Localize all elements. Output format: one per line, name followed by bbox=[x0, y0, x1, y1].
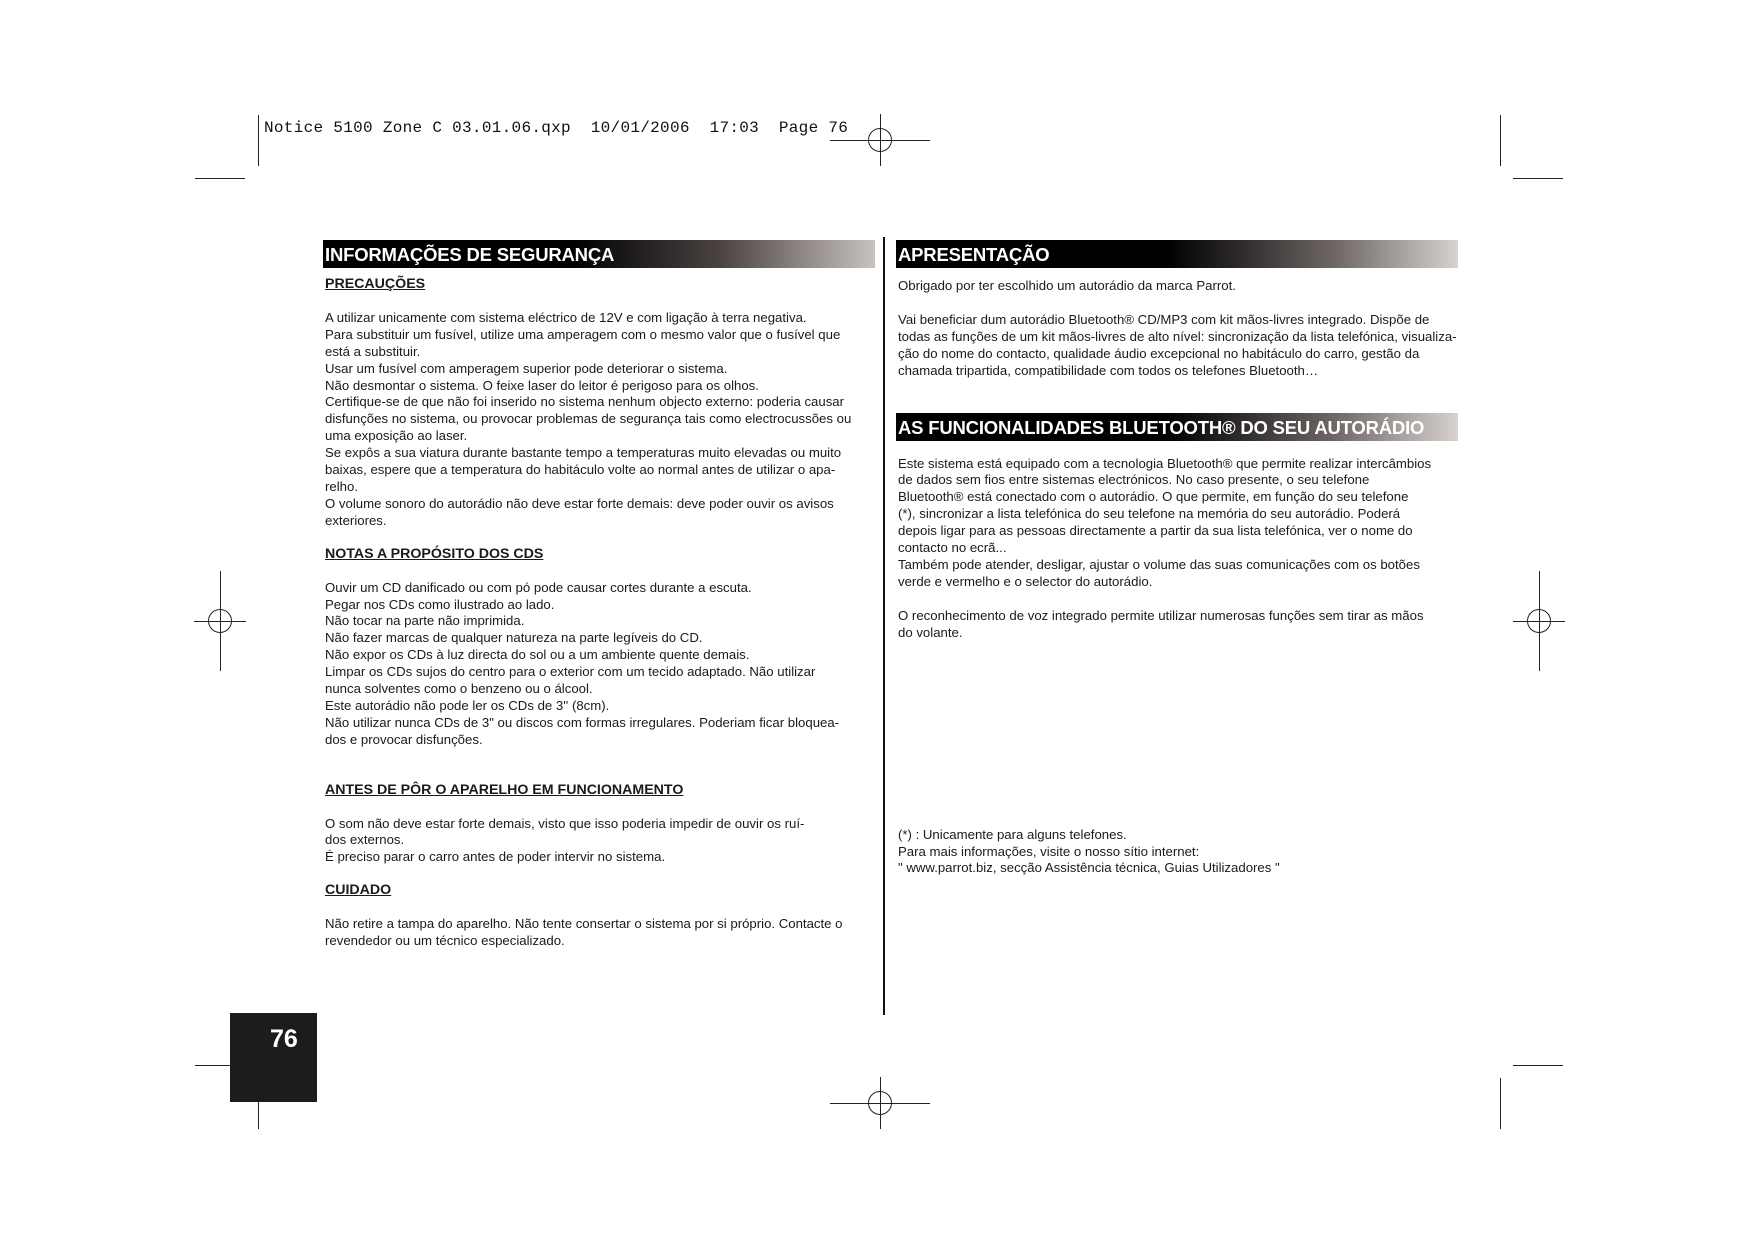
text-line: O volume sonoro do autorádio não deve estar forte demais: deve poder ouvir os avisos bbox=[325, 495, 834, 511]
section-title-apresentacao: APRESENTAÇÃO bbox=[896, 240, 1458, 268]
text-line: ção do nome do contacto, qualidade áudio excepcional no habitáculo do carro, gestão da bbox=[898, 345, 1420, 361]
text-line: nunca solventes como o benzeno ou o álcool. bbox=[325, 681, 593, 697]
antes-text bbox=[325, 816, 875, 867]
section-title-funcionalidades: AS FUNCIONALIDADES BLUETOOTH® DO SEU AUTORÁDIO bbox=[896, 413, 1458, 441]
text-line: Pegar nos CDs como ilustrado ao lado. bbox=[325, 596, 555, 612]
footnote-line: Para mais informações, visite o nosso sítio internet: bbox=[898, 843, 1200, 859]
heading-notas-cds: NOTAS A PROPÓSITO DOS CDS bbox=[325, 545, 544, 562]
heading-precaucoes: PRECAUÇÕES bbox=[325, 276, 426, 292]
text-line: Não desmontar o sistema. O feixe laser do leitor é perigoso para os olhos. bbox=[325, 377, 759, 393]
voice-recognition-text bbox=[898, 608, 1458, 642]
text-line: exteriores. bbox=[325, 512, 387, 528]
text-line: A utilizar unicamente com sistema eléctrico de 12V e com ligação à terra negativa. bbox=[325, 309, 807, 325]
section-title-seguranca: INFORMAÇÕES DE SEGURANÇA bbox=[323, 240, 875, 268]
text-line: Também pode atender, desligar, ajustar o volume das suas comunicações com os botões bbox=[898, 556, 1420, 572]
text-line: do volante. bbox=[898, 624, 963, 640]
page-number-box bbox=[230, 1013, 317, 1102]
text-line: O som não deve estar forte demais, visto que isso poderia impedir de ouvir os ruí- bbox=[325, 815, 805, 831]
cuidado-text bbox=[325, 916, 875, 950]
crop-mark bbox=[1513, 1065, 1563, 1066]
text-line: chamada tripartida, compatibilidade com todos os telefones Bluetooth… bbox=[898, 362, 1319, 378]
registration-mark bbox=[1527, 609, 1551, 633]
text-line: Limpar os CDs sujos do centro para o exterior com um tecido adaptado. Não utilizar bbox=[325, 664, 816, 680]
crop-mark bbox=[1500, 1078, 1501, 1129]
text-line: Usar um fusível com amperagem superior pode deteriorar o sistema. bbox=[325, 360, 728, 376]
text-line: Não fazer marcas de qualquer natureza na parte legíveis do CD. bbox=[325, 630, 703, 646]
text-line: revendedor ou um técnico especializado. bbox=[325, 933, 565, 949]
heading-antes: ANTES DE PÔR O APARELHO EM FUNCIONAMENTO bbox=[325, 781, 684, 798]
text-line: relho. bbox=[325, 478, 358, 494]
text-line: dos externos. bbox=[325, 832, 405, 848]
text-line: Não tocar na parte não imprimida. bbox=[325, 613, 525, 629]
funcionalidades-text bbox=[898, 456, 1458, 591]
crop-mark bbox=[1513, 178, 1563, 179]
text-line: (*), sincronizar a lista telefónica do seu telefone na memória do seu autorádio. Poderá bbox=[898, 506, 1401, 522]
crop-mark bbox=[195, 178, 245, 179]
text-line: É preciso parar o carro antes de poder intervir no sistema. bbox=[325, 849, 666, 865]
registration-mark bbox=[868, 1091, 892, 1115]
text-line: Vai beneficiar dum autorádio Bluetooth® CD/MP3 com kit mãos-livres integrado. Dispõe de bbox=[898, 311, 1430, 327]
text-line: verde e vermelho e o selector do autorádio. bbox=[898, 573, 1153, 589]
text-line: Ouvir um CD danificado ou com pó pode causar cortes durante a escuta. bbox=[325, 579, 752, 595]
page-number: 76 bbox=[270, 1025, 298, 1053]
text-line: Bluetooth® está conectado com o autorádio. O que permite, em função do seu telefone bbox=[898, 489, 1409, 505]
text-line: dos e provocar disfunções. bbox=[325, 731, 483, 747]
text-line: Este sistema está equipado com a tecnologia Bluetooth® que permite realizar intercâmbios bbox=[898, 455, 1432, 471]
text-line: contacto no ecrã... bbox=[898, 540, 1007, 556]
text-line: uma exposição ao laser. bbox=[325, 428, 468, 444]
right-column bbox=[898, 240, 1458, 877]
text-line: todas as funções de um kit mãos-livres de alto nível: sincronização da lista telefónica, visualiza- bbox=[898, 328, 1457, 344]
precaucoes-text bbox=[325, 310, 875, 530]
crop-mark bbox=[258, 115, 259, 166]
registration-mark bbox=[868, 128, 892, 152]
text-line: Se expôs a sua viatura durante bastante tempo a temperaturas muito elevadas ou muito bbox=[325, 445, 842, 461]
footnote bbox=[898, 827, 1458, 878]
text-line: de dados sem fios entre sistemas electrónicos. No caso presente, o seu telefone bbox=[898, 472, 1370, 488]
heading-cuidado: CUIDADO bbox=[325, 882, 392, 899]
text-line: Para substituir um fusível, utilize uma amperagem com o mesmo valor que o fusível que bbox=[325, 326, 841, 342]
print-slug: Notice 5100 Zone C 03.01.06.qxp 10/01/2006 17:03 Page 76 bbox=[264, 119, 849, 137]
text-line: baixas, espere que a temperatura do habitáculo volte ao normal antes de utilizar o apa- bbox=[325, 462, 836, 478]
text-line: está a substituir. bbox=[325, 343, 421, 359]
text-line: Este autorádio não pode ler os CDs de 3'' (8cm). bbox=[325, 697, 610, 713]
intro-text: Obrigado por ter escolhido um autorádio da marca Parrot. bbox=[898, 278, 1236, 293]
apresentacao-text bbox=[898, 312, 1458, 380]
footnote-line: (*) : Unicamente para alguns telefones. bbox=[898, 826, 1127, 842]
column-divider bbox=[883, 237, 885, 1015]
text-line: Certifique-se de que não foi inserido no sistema nenhum objecto externo: poderia causar bbox=[325, 394, 845, 410]
left-column bbox=[325, 240, 875, 950]
notas-text bbox=[325, 580, 875, 749]
footnote-line: " www.parrot.biz, secção Assistência técnica, Guias Utilizadores " bbox=[898, 860, 1280, 876]
registration-mark bbox=[208, 609, 232, 633]
crop-mark bbox=[1500, 115, 1501, 166]
text-line: O reconhecimento de voz integrado permite utilizar numerosas funções sem tirar as mãos bbox=[898, 607, 1424, 623]
text-line: Não expor os CDs à luz directa do sol ou a um ambiente quente demais. bbox=[325, 647, 750, 663]
text-line: Não retire a tampa do aparelho. Não tente consertar o sistema por si próprio. Contacte o bbox=[325, 916, 843, 932]
text-line: Não utilizar nunca CDs de 3" ou discos com formas irregulares. Poderiam ficar bloquea- bbox=[325, 714, 840, 730]
text-line: disfunções no sistema, ou provocar problemas de segurança tais como electrocussões ou bbox=[325, 411, 852, 427]
text-line: depois ligar para as pessoas directamente a partir da sua lista telefónica, ver o nome do bbox=[898, 523, 1413, 539]
